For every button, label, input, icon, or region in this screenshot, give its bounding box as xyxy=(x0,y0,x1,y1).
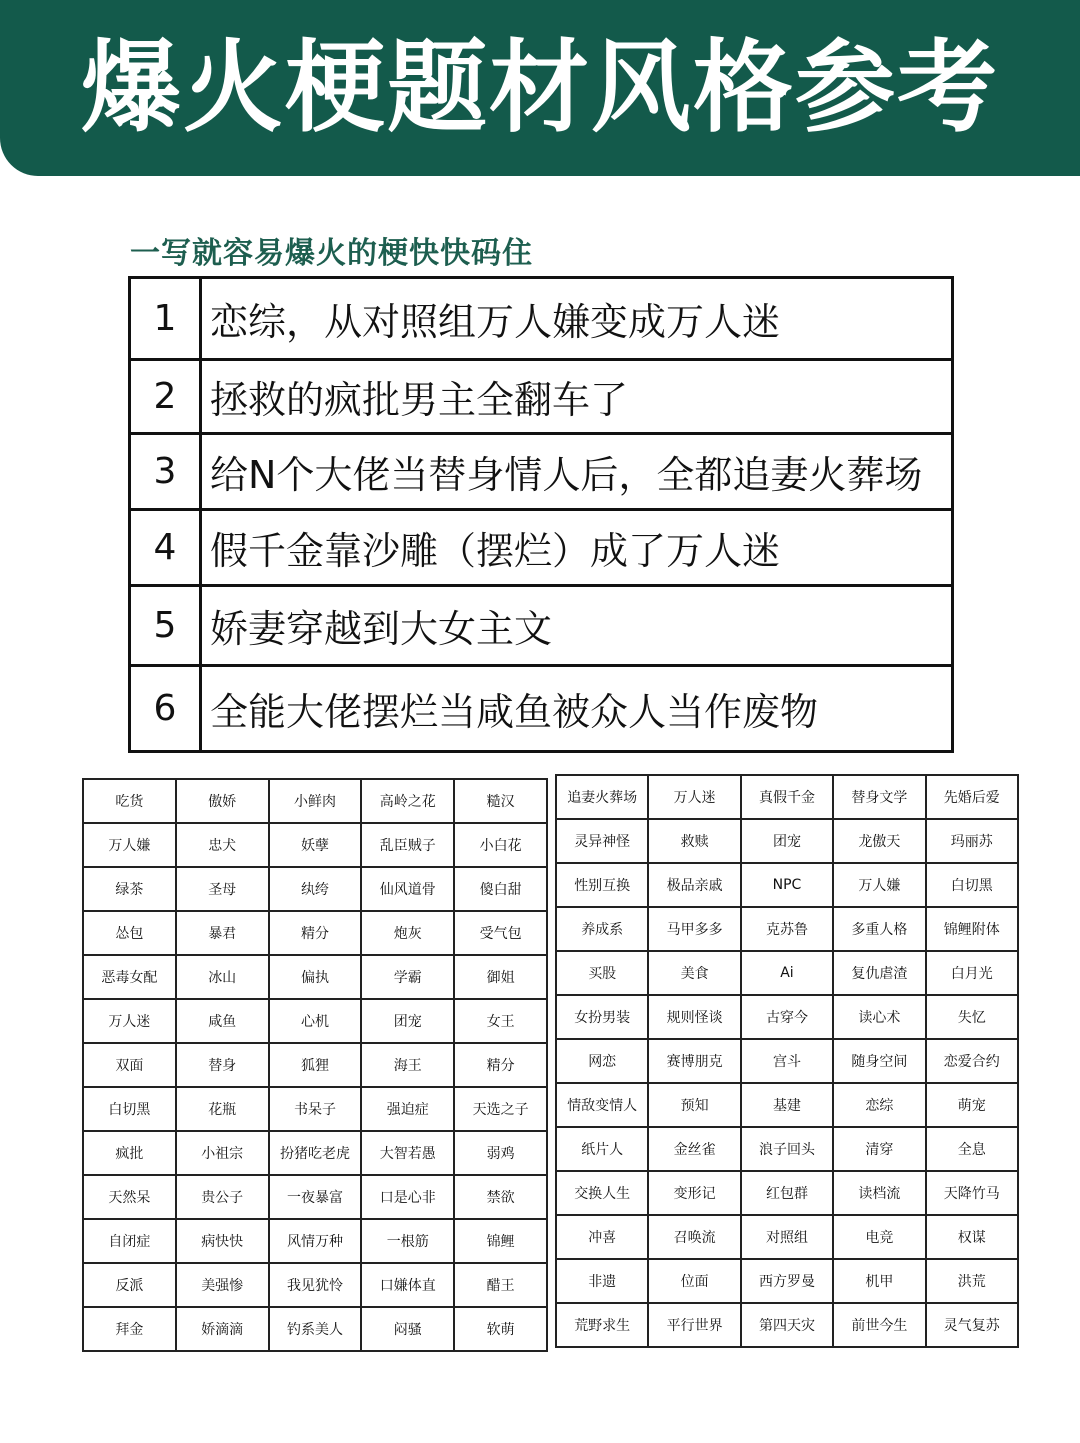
tag-cell: 口是心非 xyxy=(361,1175,454,1219)
tag-cell: 女王 xyxy=(454,999,547,1043)
tag-cell: 买股 xyxy=(556,951,648,995)
table-row xyxy=(556,775,1018,819)
tag-cell: 海王 xyxy=(361,1043,454,1087)
title-banner xyxy=(0,0,1080,176)
tag-cell: 绿茶 xyxy=(83,867,176,911)
tag-cell: 机甲 xyxy=(833,1259,925,1303)
tag-cell: 电竞 xyxy=(833,1215,925,1259)
tag-cell: 怂包 xyxy=(83,911,176,955)
tag-cell: 对照组 xyxy=(741,1215,833,1259)
tag-cell: 多重人格 xyxy=(833,907,925,951)
row-number: 6 xyxy=(130,666,201,752)
tag-cell: 读心术 xyxy=(833,995,925,1039)
table-row xyxy=(83,1175,547,1219)
tag-cell: 恋综 xyxy=(833,1083,925,1127)
tag-cell: 情敌变情人 xyxy=(556,1083,648,1127)
tag-cell: 克苏鲁 xyxy=(741,907,833,951)
tag-cell: 女扮男装 xyxy=(556,995,648,1039)
page-title: 爆火梗题材风格参考 xyxy=(81,29,999,146)
tag-cell: 软萌 xyxy=(454,1307,547,1351)
tag-cell: 变形记 xyxy=(648,1171,740,1215)
tag-cell: 风情万种 xyxy=(269,1219,362,1263)
tag-cell: 美强惨 xyxy=(176,1263,269,1307)
tag-cell: 前世今生 xyxy=(833,1303,925,1347)
table-row xyxy=(83,867,547,911)
tag-cell: 醋王 xyxy=(454,1263,547,1307)
table-row xyxy=(556,1083,1018,1127)
tag-cell: 病快快 xyxy=(176,1219,269,1263)
tag-cell: 交换人生 xyxy=(556,1171,648,1215)
tag-cell: 先婚后爱 xyxy=(926,775,1018,819)
table-row xyxy=(83,1131,547,1175)
table-row xyxy=(83,955,547,999)
tag-cell: 天选之子 xyxy=(454,1087,547,1131)
tag-cell: 古穿今 xyxy=(741,995,833,1039)
tag-cell: 自闭症 xyxy=(83,1219,176,1263)
tag-cell: 替身文学 xyxy=(833,775,925,819)
tag-cell: 恋爱合约 xyxy=(926,1039,1018,1083)
tag-cell: 平行世界 xyxy=(648,1303,740,1347)
tag-cell: Ai xyxy=(741,951,833,995)
tag-cell: 极品亲戚 xyxy=(648,863,740,907)
tag-cell: 白切黑 xyxy=(926,863,1018,907)
tag-cell: 书呆子 xyxy=(269,1087,362,1131)
tag-cell: 追妻火葬场 xyxy=(556,775,648,819)
tag-cell: 一夜暴富 xyxy=(269,1175,362,1219)
row-text: 恋综，从对照组万人嫌变成万人迷 xyxy=(201,278,953,360)
tag-cell: 玛丽苏 xyxy=(926,819,1018,863)
table-row xyxy=(130,586,953,666)
tag-cell: 反派 xyxy=(83,1263,176,1307)
section-subtitle: 一写就容易爆火的梗快快码住 xyxy=(130,236,533,271)
tag-cell: 暴君 xyxy=(176,911,269,955)
plot-tag-grid xyxy=(555,774,1019,1348)
tag-cell: 贵公子 xyxy=(176,1175,269,1219)
tag-cell: 狐狸 xyxy=(269,1043,362,1087)
row-text: 拯救的疯批男主全翻车了 xyxy=(201,360,953,434)
table-row xyxy=(130,434,953,510)
tag-cell: 白切黑 xyxy=(83,1087,176,1131)
table-row xyxy=(83,911,547,955)
table-row xyxy=(556,1259,1018,1303)
tag-cell: 仙风道骨 xyxy=(361,867,454,911)
tag-cell: 扮猪吃老虎 xyxy=(269,1131,362,1175)
tag-cell: 吃货 xyxy=(83,779,176,823)
tag-cell: 花瓶 xyxy=(176,1087,269,1131)
tag-cell: 娇滴滴 xyxy=(176,1307,269,1351)
table-row xyxy=(83,1043,547,1087)
tag-cell: 学霸 xyxy=(361,955,454,999)
tag-cell: 傻白甜 xyxy=(454,867,547,911)
row-number: 1 xyxy=(130,278,201,360)
tag-cell: 复仇虐渣 xyxy=(833,951,925,995)
tag-cell: 马甲多多 xyxy=(648,907,740,951)
tag-cell: 小鲜肉 xyxy=(269,779,362,823)
tag-cell: 圣母 xyxy=(176,867,269,911)
table-row xyxy=(556,1303,1018,1347)
row-text: 娇妻穿越到大女主文 xyxy=(201,586,953,666)
tag-cell: 冲喜 xyxy=(556,1215,648,1259)
tag-cell: 天降竹马 xyxy=(926,1171,1018,1215)
tag-cell: 荒野求生 xyxy=(556,1303,648,1347)
table-row xyxy=(556,1171,1018,1215)
tag-cell: 万人迷 xyxy=(83,999,176,1043)
tag-cell: 西方罗曼 xyxy=(741,1259,833,1303)
table-row xyxy=(83,1263,547,1307)
tag-cell: 白月光 xyxy=(926,951,1018,995)
tag-cell: 赛博朋克 xyxy=(648,1039,740,1083)
tag-cell: 大智若愚 xyxy=(361,1131,454,1175)
tag-cell: 弱鸡 xyxy=(454,1131,547,1175)
table-row xyxy=(556,819,1018,863)
tag-cell: 冰山 xyxy=(176,955,269,999)
tag-cell: 位面 xyxy=(648,1259,740,1303)
row-text: 假千金靠沙雕（摆烂）成了万人迷 xyxy=(201,510,953,586)
tag-cell: 失忆 xyxy=(926,995,1018,1039)
tag-cell: 美食 xyxy=(648,951,740,995)
table-row xyxy=(556,863,1018,907)
row-number: 3 xyxy=(130,434,201,510)
table-row xyxy=(83,1087,547,1131)
tag-cell: 全息 xyxy=(926,1127,1018,1171)
tag-cell: 召唤流 xyxy=(648,1215,740,1259)
table-row xyxy=(83,779,547,823)
tag-cell: 读档流 xyxy=(833,1171,925,1215)
tag-cell: 锦鲤附体 xyxy=(926,907,1018,951)
row-number: 4 xyxy=(130,510,201,586)
tag-cell: 养成系 xyxy=(556,907,648,951)
tag-cell: 宫斗 xyxy=(741,1039,833,1083)
tag-cell: 偏执 xyxy=(269,955,362,999)
tag-cell: 高岭之花 xyxy=(361,779,454,823)
main-list-table xyxy=(128,276,954,753)
tag-cell: 拜金 xyxy=(83,1307,176,1351)
row-number: 2 xyxy=(130,360,201,434)
tag-cell: 纸片人 xyxy=(556,1127,648,1171)
tag-cell: 规则怪谈 xyxy=(648,995,740,1039)
row-number: 5 xyxy=(130,586,201,666)
tag-cell: 龙傲天 xyxy=(833,819,925,863)
tag-cell: 炮灰 xyxy=(361,911,454,955)
tag-cell: 非遗 xyxy=(556,1259,648,1303)
table-row xyxy=(556,1127,1018,1171)
tag-cell: 网恋 xyxy=(556,1039,648,1083)
tag-cell: 双面 xyxy=(83,1043,176,1087)
tag-cell: 御姐 xyxy=(454,955,547,999)
tag-cell: 乱臣贼子 xyxy=(361,823,454,867)
table-row xyxy=(556,907,1018,951)
tag-cell: 灵气复苏 xyxy=(926,1303,1018,1347)
table-row xyxy=(83,1219,547,1263)
tag-cell: 随身空间 xyxy=(833,1039,925,1083)
tag-cell: 万人嫌 xyxy=(83,823,176,867)
tag-cell: 第四天灾 xyxy=(741,1303,833,1347)
table-row xyxy=(556,995,1018,1039)
tag-cell: 妖孽 xyxy=(269,823,362,867)
tag-cell: 团宠 xyxy=(361,999,454,1043)
tag-cell: 预知 xyxy=(648,1083,740,1127)
tag-cell: 性别互换 xyxy=(556,863,648,907)
tag-cell: 闷骚 xyxy=(361,1307,454,1351)
tag-cell: 基建 xyxy=(741,1083,833,1127)
character-tag-grid xyxy=(82,778,548,1352)
tag-cell: 我见犹怜 xyxy=(269,1263,362,1307)
tag-cell: 浪子回头 xyxy=(741,1127,833,1171)
tag-cell: 权谋 xyxy=(926,1215,1018,1259)
tag-cell: 天然呆 xyxy=(83,1175,176,1219)
table-row xyxy=(130,278,953,360)
tag-cell: 真假千金 xyxy=(741,775,833,819)
tag-cell: 洪荒 xyxy=(926,1259,1018,1303)
tag-cell: 一根筋 xyxy=(361,1219,454,1263)
row-text: 给N个大佬当替身情人后，全都追妻火葬场 xyxy=(201,434,953,510)
row-text: 全能大佬摆烂当咸鱼被众人当作废物 xyxy=(201,666,953,752)
tag-cell: 精分 xyxy=(454,1043,547,1087)
tag-cell: 口嫌体直 xyxy=(361,1263,454,1307)
tag-cell: 受气包 xyxy=(454,911,547,955)
tag-cell: 红包群 xyxy=(741,1171,833,1215)
tag-cell: 团宠 xyxy=(741,819,833,863)
table-row xyxy=(83,1307,547,1351)
tag-cell: 疯批 xyxy=(83,1131,176,1175)
tag-cell: 咸鱼 xyxy=(176,999,269,1043)
tag-cell: 傲娇 xyxy=(176,779,269,823)
tag-cell: 清穿 xyxy=(833,1127,925,1171)
tag-cell: 钓系美人 xyxy=(269,1307,362,1351)
table-row xyxy=(130,360,953,434)
table-row xyxy=(130,510,953,586)
tag-cell: 忠犬 xyxy=(176,823,269,867)
tag-cell: 小祖宗 xyxy=(176,1131,269,1175)
tag-cell: 万人迷 xyxy=(648,775,740,819)
tag-cell: 万人嫌 xyxy=(833,863,925,907)
tag-cell: 禁欲 xyxy=(454,1175,547,1219)
tag-cell: 灵异神怪 xyxy=(556,819,648,863)
tag-cell: 精分 xyxy=(269,911,362,955)
tag-cell: 小白花 xyxy=(454,823,547,867)
tag-cell: 替身 xyxy=(176,1043,269,1087)
table-row xyxy=(556,1039,1018,1083)
tag-cell: 锦鲤 xyxy=(454,1219,547,1263)
tag-cell: 恶毒女配 xyxy=(83,955,176,999)
table-row xyxy=(83,999,547,1043)
table-row xyxy=(130,666,953,752)
tag-cell: NPC xyxy=(741,863,833,907)
tag-cell: 糙汉 xyxy=(454,779,547,823)
tag-cell: 纨绔 xyxy=(269,867,362,911)
table-row xyxy=(556,1215,1018,1259)
tag-cell: 心机 xyxy=(269,999,362,1043)
tag-cell: 萌宠 xyxy=(926,1083,1018,1127)
table-row xyxy=(556,951,1018,995)
tag-cell: 金丝雀 xyxy=(648,1127,740,1171)
tag-cell: 强迫症 xyxy=(361,1087,454,1131)
tag-cell: 救赎 xyxy=(648,819,740,863)
table-row xyxy=(83,823,547,867)
